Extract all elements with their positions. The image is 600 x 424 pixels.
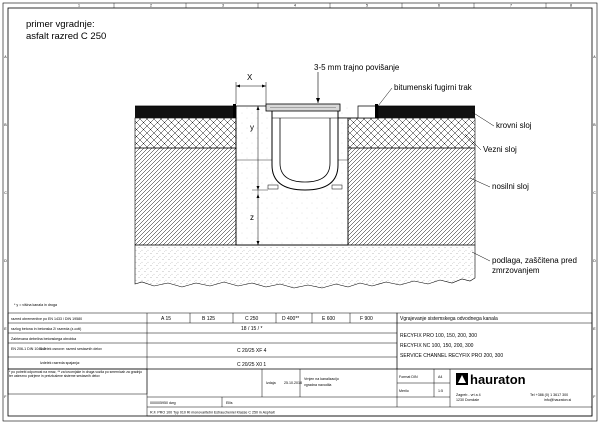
svg-text:1:5: 1:5	[438, 389, 443, 393]
layer-top-left	[135, 106, 236, 118]
spec-table-text	[11, 316, 373, 368]
svg-text:000005950 dwg: 000005950 dwg	[150, 401, 176, 405]
svg-text:25.10.2018: 25.10.2018	[284, 381, 302, 385]
label-layer-subgrade-2: zmrzovanjem	[492, 266, 540, 275]
top-ruler	[78, 3, 572, 8]
title-line-1: primer vgradnje:	[26, 19, 95, 30]
svg-text:3: 3	[222, 3, 224, 8]
svg-text:1230 Domžale: 1230 Domžale	[456, 398, 480, 402]
class-b125: B 125	[202, 316, 216, 322]
product-3: SERVICE CHANNEL RECYFIX PRO 200, 300	[400, 353, 504, 359]
svg-text:vgradna navodila: vgradna navodila	[304, 383, 332, 387]
svg-text:Ellis: Ellis	[226, 401, 233, 405]
svg-text:Zahtevana debelina betonskega: Zahtevana debelina betonskega obrobka	[11, 337, 77, 341]
joint-tape-left	[233, 104, 236, 118]
dim-x-label: X	[247, 73, 253, 82]
svg-text:EN 206-1 DIN 1045-2: EN 206-1 DIN 1045-2	[11, 347, 46, 351]
class-a15: A 15	[161, 316, 172, 322]
svg-text:C 20/25 XF 4: C 20/25 XF 4	[237, 348, 267, 354]
dim-z-label: z	[250, 213, 254, 222]
label-layer-top: krovni sloj	[496, 121, 532, 130]
svg-text:A: A	[4, 55, 7, 59]
svg-text:E: E	[4, 327, 7, 331]
right-heading: Vgrajevanje sistemskega odvodnega kanala	[400, 316, 498, 322]
svg-text:1: 1	[78, 3, 80, 8]
table-note: * po potrebi odpornost na mraz, ** za tovornjake in druga vozila po smernicah za gradnjo ter ustrezno potrjene in preizkušene sisteme sestavnih delov	[9, 370, 143, 378]
svg-text:B: B	[4, 123, 7, 127]
class-e600: E 600	[322, 316, 336, 322]
svg-text:4: 4	[294, 3, 296, 8]
svg-text:8: 8	[570, 3, 572, 8]
layer-subgrade	[135, 245, 475, 288]
svg-text:A: A	[593, 55, 596, 59]
svg-text:D: D	[4, 259, 7, 263]
svg-text:Merilo: Merilo	[399, 389, 409, 393]
svg-text:E: E	[593, 327, 596, 331]
hauraton-logo	[456, 372, 526, 387]
title-line-2: asfalt razred C 250	[26, 31, 107, 42]
svg-text:Vrnjen na kanalizacijo: Vrnjen na kanalizacijo	[304, 377, 339, 381]
label-joint-tape: bitumenski fugirni trak	[394, 83, 472, 92]
svg-text:F: F	[593, 395, 596, 399]
company-name: hauraton	[470, 372, 526, 387]
svg-text:info@hauraton.si: info@hauraton.si	[544, 398, 572, 402]
svg-text:C: C	[4, 191, 7, 195]
svg-text:C 20/25 X0 1: C 20/25 X0 1	[237, 362, 267, 368]
layer-top-right	[378, 106, 475, 118]
joint-tape-right	[375, 104, 378, 118]
svg-text:F: F	[4, 395, 7, 399]
class-d400: D 400**	[282, 316, 300, 322]
label-layer-base: nosilni sloj	[492, 182, 529, 191]
product-1: RECYFIX PRO 100, 150, 200, 300	[400, 333, 477, 339]
svg-text:Format DIN: Format DIN	[399, 375, 418, 379]
svg-text:5: 5	[366, 3, 368, 8]
svg-text:R.F. PRO 100 Typ 010 Ri monova: R.F. PRO 100 Typ 010 Ri monovaritetni Estraucheniel Klasse C 250 in Asphalt	[150, 410, 275, 415]
svg-text:Izdelek osnove: razred sestavn: Izdelek osnove: razred sestavnih delov	[40, 347, 102, 351]
svg-text:18 / 15 / *: 18 / 15 / *	[241, 326, 263, 332]
cross-section	[135, 72, 475, 288]
product-2: RECYFIX NC 100, 150, 200, 300	[400, 343, 474, 349]
svg-text:C: C	[593, 191, 596, 195]
footnote: * y = višina kanala in droga	[14, 303, 58, 307]
label-raise: 3-5 mm trajno povišanje	[314, 63, 400, 72]
svg-text:6: 6	[438, 3, 440, 8]
svg-text:Tel +386 (0) 1 3617 300: Tel +386 (0) 1 3617 300	[530, 393, 569, 397]
svg-text:2: 2	[150, 3, 152, 8]
svg-text:Izdaja: Izdaja	[266, 381, 276, 385]
label-layer-binder: Vezni sloj	[483, 145, 517, 154]
label-layer-subgrade-1: podlaga, zaščitena pred	[492, 256, 577, 265]
channel-inner	[280, 118, 330, 182]
class-c250: C 250	[245, 316, 259, 322]
class-f900: F 900	[360, 316, 373, 322]
svg-text:Zagreb - vrt a 4: Zagreb - vrt a 4	[456, 393, 481, 397]
svg-text:Izdelek razreda spajanja:: Izdelek razreda spajanja:	[40, 361, 80, 365]
svg-text:D: D	[593, 259, 596, 263]
svg-text:7: 7	[510, 3, 512, 8]
svg-text:B: B	[593, 123, 596, 127]
svg-text:A4: A4	[438, 375, 443, 379]
dim-y-label: y	[250, 123, 254, 132]
svg-text:razred obremenitve po EN 1433: razred obremenitve po EN 1433 / DIN 19580	[11, 317, 83, 321]
svg-text:razlog betona in betonska 2/ r: razlog betona in betonska 2/ razreda (z-coti)	[11, 327, 82, 331]
